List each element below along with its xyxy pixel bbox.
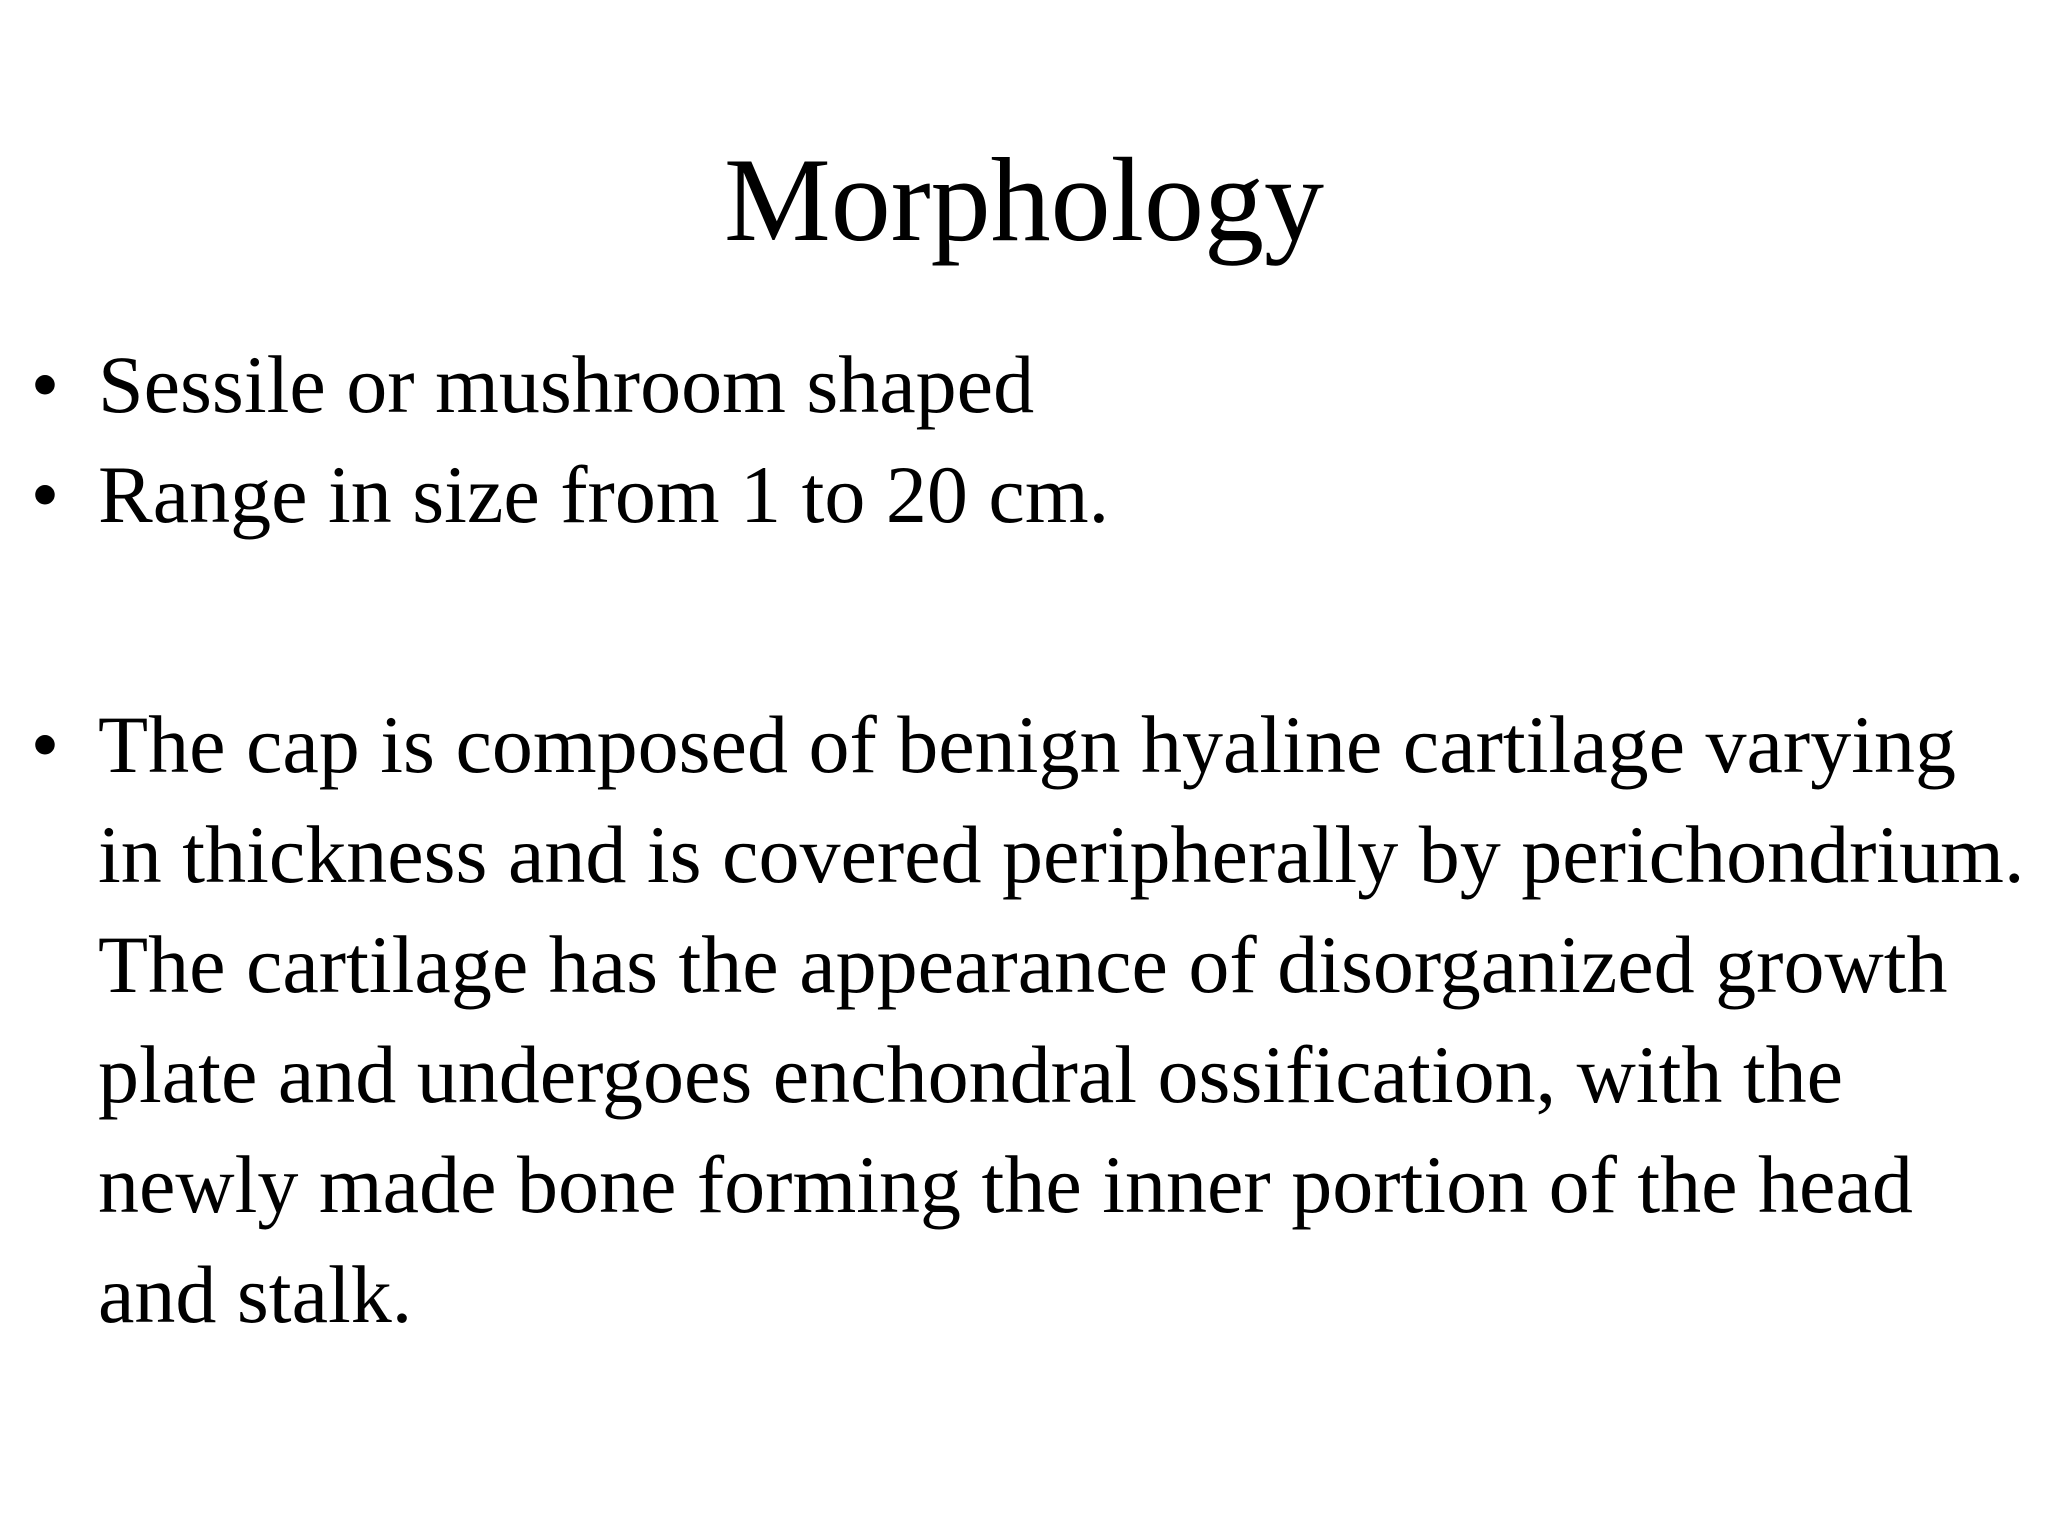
bullet-text: Range in size from 1 to 20 cm. — [98, 449, 1110, 540]
bullet-icon: • — [30, 699, 60, 790]
bullet-item — [0, 690, 2048, 1350]
slide-title: Morphology — [724, 133, 1324, 266]
bullet-list — [0, 330, 2048, 1350]
bullet-item — [0, 330, 2048, 440]
bullet-text: The cap is composed of benign hyaline cartilage varying in thickness and is covered peripherally by perichondrium. The cartilage has the appearance of disorganized growth plate and undergoes enchondral ossification, with the newly made bone forming the inner portion of the head and stalk. — [98, 699, 2025, 1340]
bullet-icon: • — [30, 339, 60, 430]
bullet-text: Sessile or mushroom shaped — [98, 339, 1035, 430]
bullet-item — [0, 440, 2048, 550]
bullet-icon: • — [30, 449, 60, 540]
